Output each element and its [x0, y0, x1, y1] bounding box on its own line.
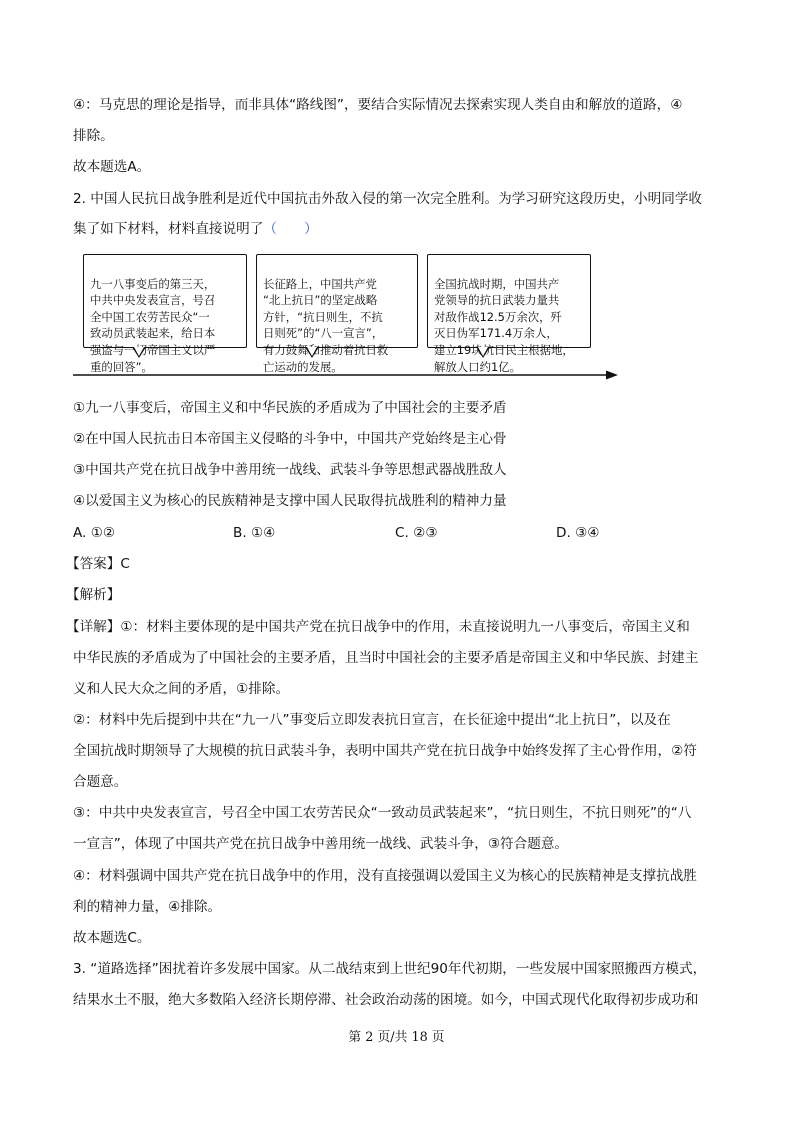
- callout-text: 全国抗战时期，中国共产 党领导的抗日武装力量共 对敌作战12.5万余次，歼 灭日伪军171.4万余人， 建立19块抗日民主根据地， 解放人口约1亿。: [434, 276, 574, 374]
- detail-line: ③：中共中央发表宣言，号召全中国工农劳苦民众“一致动员武装起来”，“抗日则生，不抗日则死”的“八: [73, 805, 692, 821]
- detail-line: 义和人民大众之间的矛盾，①排除。: [73, 681, 290, 697]
- material-callout-2: [256, 254, 418, 374]
- option-a: A. ①②: [73, 525, 116, 541]
- answer-label: 【答案】: [66, 556, 121, 572]
- next-question-stem: 结果水土不服，绝大多数陷入经济长期停滞、社会政治动荡的困境。如今，中国式现代化取得初步成功和: [73, 992, 699, 1008]
- answer-value: C: [120, 556, 130, 572]
- prev-answer-line: 排除。: [73, 128, 114, 144]
- question-stem-text: 集了如下材料，材料直接说明了: [73, 221, 264, 237]
- option-b: B. ①④: [233, 525, 276, 541]
- callout-text: 长征路上，中国共产党 “北上抗日”的坚定战略 方针，“抗日则生，不抗 日则死”的“八一宣言”， 有力鼓舞和推动着抗日救 亡运动的发展。: [263, 276, 389, 374]
- question-stem: [73, 219, 723, 239]
- detail-line: 中华民族的矛盾成为了中国社会的主要矛盾，且当时中国社会的主要矛盾是帝国主义和中华民族、封建主: [73, 650, 699, 666]
- statement-3: ③中国共产党在抗日战争中善用统一战线、武装斗争等思想武器战胜敌人: [73, 462, 507, 478]
- callout-text: 九一八事变后的第三天， 中共中央发表宣言，号召 全中国工农劳苦民众“一 致动员武装起来，给日本 强盗与一切帝国主义以严 重的回答”。: [90, 276, 216, 374]
- detail-line: 利的精神力量，④排除。: [73, 899, 222, 915]
- page-number: 第 2 页/共 18 页: [348, 1030, 445, 1045]
- detail-line: 【详解】①：材料主要体现的是中国共产党在抗日战争中的作用，未直接说明九一八事变后，帝国主义和: [66, 619, 690, 635]
- answer-bracket: （ ）: [263, 221, 318, 237]
- material-callout-1: [83, 254, 247, 374]
- question-stem: 2. 中国人民抗日战争胜利是近代中国抗击外敌入侵的第一次完全胜利。为学习研究这段历史，小明同学收: [73, 191, 703, 207]
- option-c: C. ②③: [395, 525, 438, 541]
- detail-line: ②：材料中先后提到中共在“九一八”事变后立即发表抗日宣言，在长征途中提出“北上抗日”，以及在: [73, 712, 671, 728]
- prev-answer-line: ④：马克思的理论是指导，而非具体“路线图”，要结合实际情况去探索实现人类自由和解放的道路，④: [73, 97, 683, 113]
- material-callout-3: [427, 254, 591, 374]
- detail-line: 合题意。: [73, 774, 128, 790]
- statement-4: ④以爱国主义为核心的民族精神是支撑中国人民取得抗战胜利的精神力量: [73, 493, 507, 509]
- next-question-stem: 3. “道路选择”困扰着许多发展中国家。从二战结束到上世纪90年代初期，一些发展中国家照搬西方模式，: [73, 961, 707, 977]
- analysis-label: 【解析】: [66, 587, 121, 603]
- statement-2: ②在中国人民抗击日本帝国主义侵略的斗争中，中国共产党始终是主心骨: [73, 431, 507, 447]
- detail-line: 一宣言”，体现了中国共产党在抗日战争中善用统一战线、武装斗争，③符合题意。: [73, 836, 569, 852]
- statement-1: ①九一八事变后，帝国主义和中华民族的矛盾成为了中国社会的主要矛盾: [73, 400, 507, 416]
- detail-line: 全国抗战时期领导了大规模的抗日武装斗争，表明中国共产党在抗日战争中始终发挥了主心骨作用，②符: [73, 743, 697, 759]
- option-d: D. ③④: [556, 525, 600, 541]
- answer-line: [66, 554, 716, 574]
- prev-answer-conclusion: 故本题选A。: [73, 159, 151, 175]
- detail-line: ④：材料强调中国共产党在抗日战争中的作用，没有直接强调以爱国主义为核心的民族精神是支撑抗战胜: [73, 868, 697, 884]
- detail-conclusion: 故本题选C。: [73, 930, 151, 946]
- timeline-arrow: [73, 369, 618, 381]
